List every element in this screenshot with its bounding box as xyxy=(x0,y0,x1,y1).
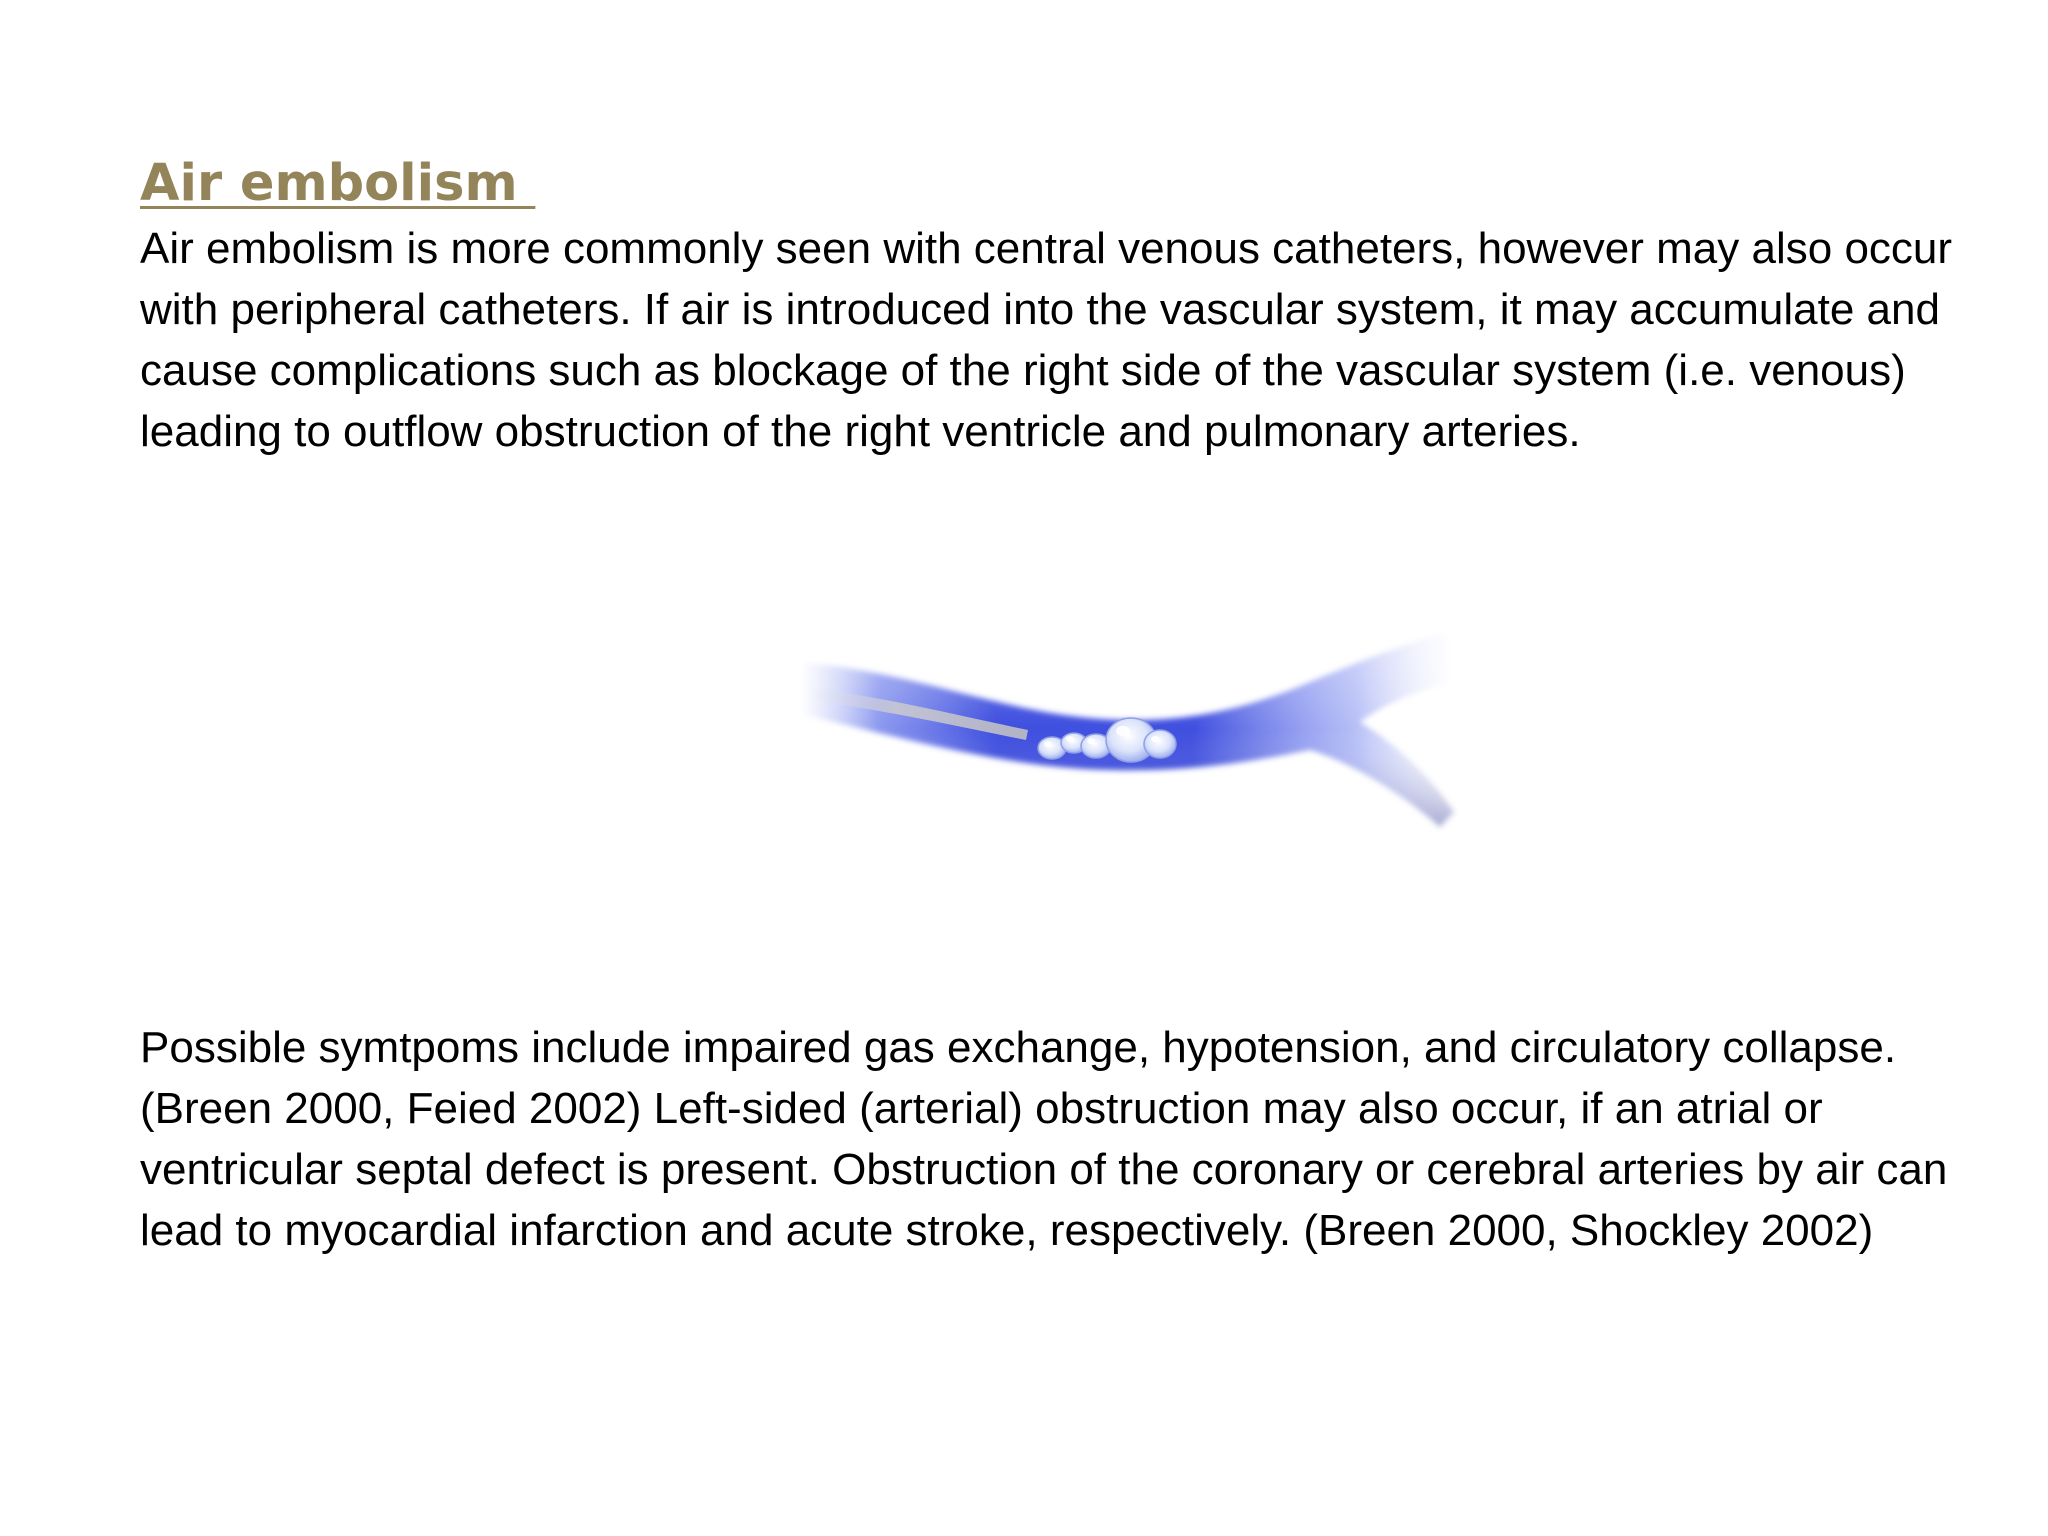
slide-title: Air embolism xyxy=(140,154,536,213)
symptoms-paragraph: Possible symtpoms include impaired gas exchange, hypotension, and circulatory collapse. (Breen 2000, Feied 2002) Left-sided (arterial) obstruction may also occur, if an atrial or ventricular septal defect is present. Obstruction of the coronary or cerebral arteries by air can lead to myocardial infarction and acute stroke, respectively. (Breen 2000, Shockley 2002) xyxy=(140,1023,1948,1255)
intro-paragraph: Air embolism is more commonly seen with central venous catheters, however may also occur with peripheral catheters. If air is introduced into the vascular system, it may accumulate and cause complications such as blockage of the right side of the vascular system (i.e. venous) leading to outflow obstruction of the right ventricle and pulmonary arteries. xyxy=(140,224,1953,456)
blood-vessel-air-bubbles-icon xyxy=(790,622,1460,852)
